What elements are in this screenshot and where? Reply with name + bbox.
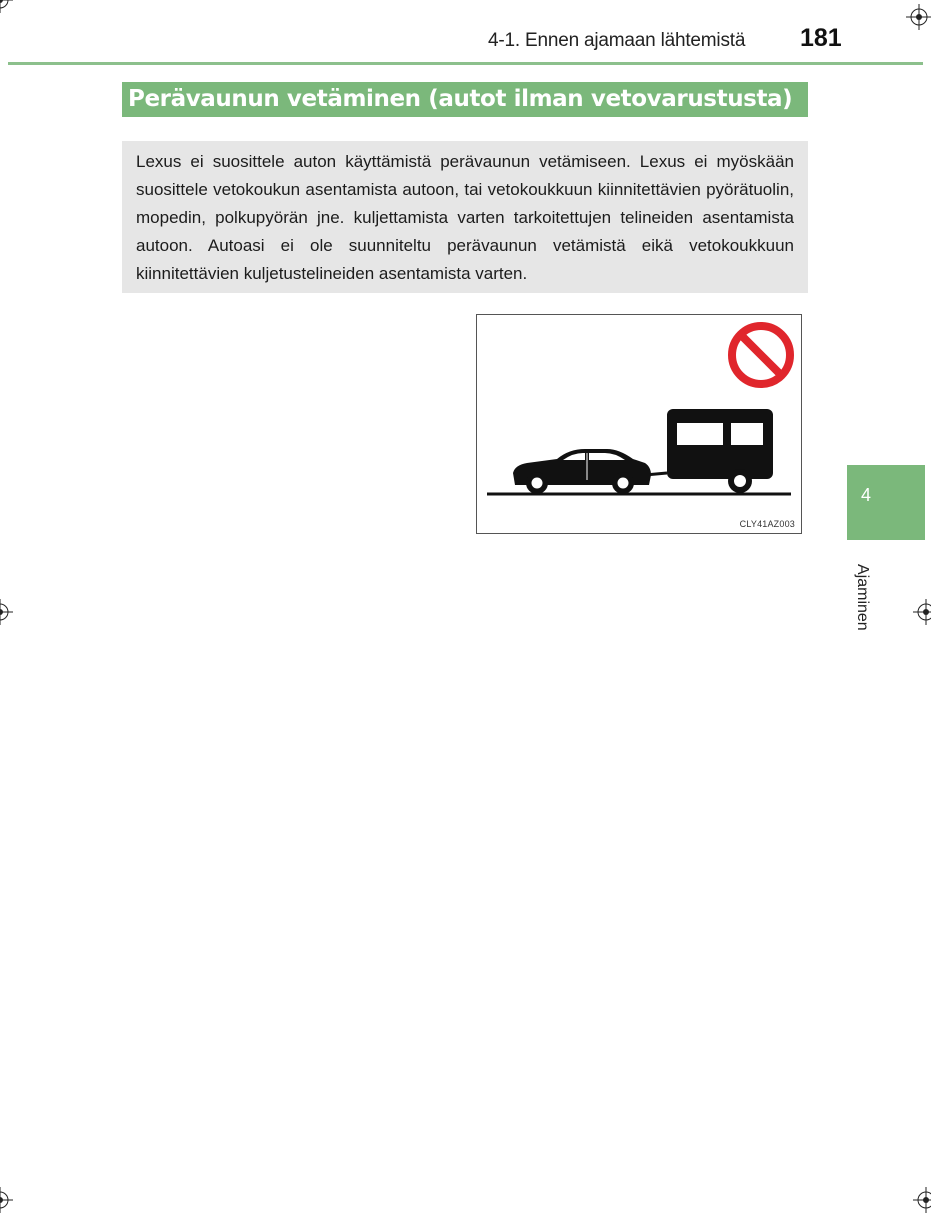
chapter-tab — [847, 465, 925, 540]
notice-box — [122, 141, 808, 293]
registration-mark-icon — [913, 599, 931, 625]
registration-mark-icon — [0, 599, 13, 625]
chapter-label: Ajaminen — [854, 564, 871, 631]
chapter-number: 4 — [861, 485, 872, 505]
section-header-title: 4-1. Ennen ajamaan lähtemistä — [488, 30, 746, 51]
towing-illustration — [476, 314, 802, 534]
no-entry-icon — [732, 326, 790, 384]
registration-mark-icon — [0, 1187, 13, 1213]
towing-prohibited-drawing — [477, 315, 801, 533]
section-title-bar — [122, 82, 808, 117]
page-number: 181 — [800, 24, 842, 52]
registration-mark-icon — [913, 1187, 931, 1213]
figure-code: CLY41AZ003 — [739, 519, 795, 529]
car-icon — [513, 449, 651, 494]
notice-text: Lexus ei suosittele auton käyttämistä perävaunun vetämiseen. Lexus ei myöskään suosittele vetokoukun asentamista autoon, tai vetokoukkuun kiinnitettävien pyörätuolin, mopedin, polkupyörän jne. kuljettamista varten tarkoitettujen telineiden asentamista autoon. Autoasi ei ole suunniteltu perävaunun vetämistä eikä vetokoukkuun kiinnitettävien kuljetustelineiden asentamista varten. — [136, 152, 794, 283]
registration-mark-icon — [906, 4, 931, 30]
trailer-icon — [645, 409, 773, 493]
header-divider — [8, 62, 923, 65]
page-title: Perävaunun vetäminen (autot ilman vetovarustusta) — [128, 86, 793, 112]
registration-mark-icon — [0, 0, 13, 13]
